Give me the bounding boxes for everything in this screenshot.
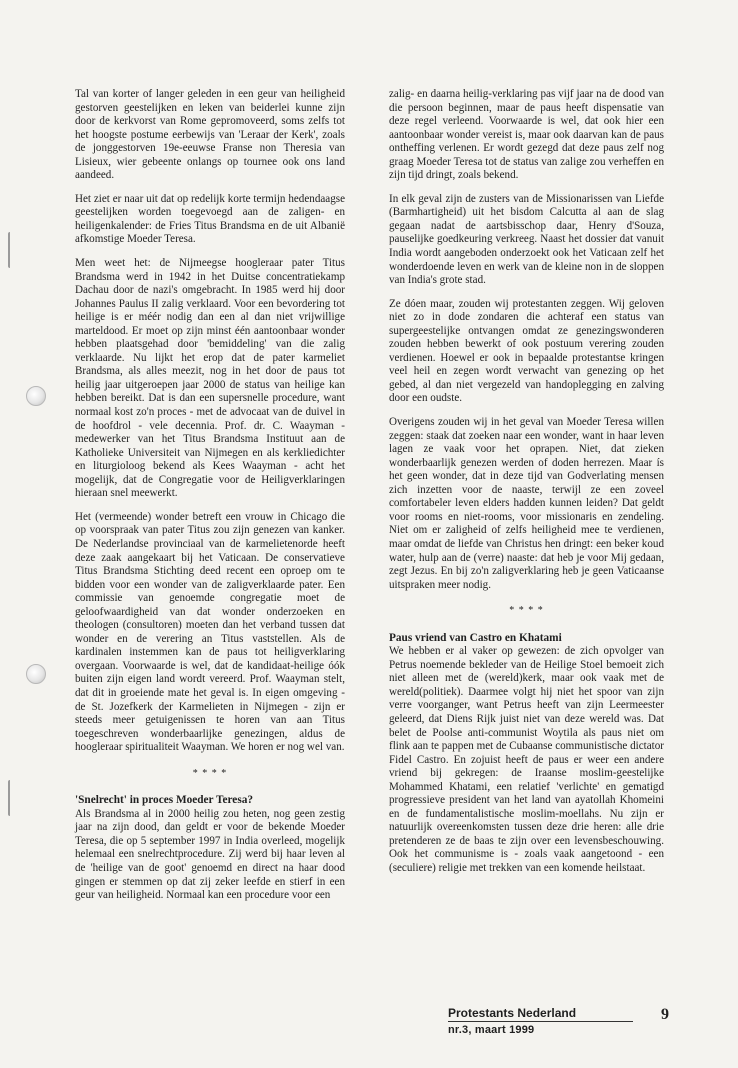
left-column — [75, 88, 345, 903]
section-separator: * * * * — [192, 767, 228, 779]
section-heading: 'Snelrecht' in proces Moeder Teresa? — [75, 794, 254, 807]
paragraph: Ze dóen maar, zouden wij protestanten zeggen. Wij geloven niet zo in dode zondaren die achteraf een status van supergeestelijke ontvangen omdat ze genezingswonderen zouden hebben bewerkt of ook postuum verering zouden verdienen. Hoewel er ook in bepaalde protestantse kringen veel heil en zegen wordt verwacht van genezing op het gebed, al dan niet vergezeld van handoplegging en zalving door een oudste. — [389, 297, 664, 405]
paragraph: zalig- en daarna heilig-verklaring pas vijf jaar na de dood van die persoon beginnen, maar de paus heeft dispensatie van deze regel verleend. Voorwaarde is wel, dat ook hier een aantoonbaar wonder vereist is, maar ook daarvan kan de paus ontheffing verlenen. Er wordt gezegd dat deze paus zelf nog graag Moeder Teresa tot de status van zalige zou verheffen en zijn tijd dringt, zoals bekend. — [389, 88, 664, 182]
paragraph: Tal van korter of langer geleden in een geur van heiligheid gestorven geestelijken en leken van beiderlei kunne zijn door de kerkvorst van Rome gepromoveerd, soms zelfs tot het hoogste postume eerbewijs van 'Leraar der Kerk', zoals de jonggestorven 19e-eeuwse Franse non Theresia van Lisieux, wier gebeente onlangs op tournee ook ons land aandeed. — [75, 88, 345, 182]
margin-mark-top — [8, 232, 13, 268]
paragraph: In elk geval zijn de zusters van de Missionarissen van Liefde (Barmhartigheid) uit het bisdom Calcutta al aan de slag gegaan nadat de aartsbisschop daar, Henry d'Souza, pauselijke goedkeuring verkreeg. Naast het dossier dat vanuit India wordt aangeboden onderzoekt ook het Vaticaan zelf het wonderdoende leven en werk van de kleine non in de sloppen van India's grote stad. — [389, 192, 664, 287]
binder-hole-bottom — [26, 664, 46, 684]
page-footer — [448, 1006, 633, 1036]
paragraph: We hebben er al vaker op gewezen: de zich opvolger van Petrus noemende bekleder van de Heilige Stoel bemoeit zich niet alleen met de (wereld)kerk, maar ook vaak met de wereld(politiek). Daarmee volgt hij niet het spoor van zijn verre voorganger, want Petrus heeft van zijn Leermeester geleerd, dat Diens Rijk juist niet van deze wereld was. Dat belet de Poolse anti-communist Woytila als paus niet om flink aan te pappen met de Cubaanse communistische dictator Fidel Castro. En zojuist heeft de paus er weer een andere vriend bij gekregen: de Iraanse moslim-geestelijke Mohammed Khatami, een relatief 'verlichte' en gematigd progressieve president van het land van ayatollah Khomeini en de fundamentalistische moslim-moellahs. Nu zijn er natuurlijk overeenkomsten tussen deze drie heren: alle drie pretenderen ze de baas te zijn over een levensbeschouwing. Ook het communisme is - zoals vaak aangetoond - een (seculiere) religie met trekken van een komende heilstaat. — [389, 645, 664, 874]
paragraph: Overigens zouden wij in het geval van Moeder Teresa willen zeggen: staak dat zoeken naar een wonder, want in haar leven lagen ze vaak voor het oprapen. Niet, dat zieken wonderbaarlijk genezen werden of doden herrezen. Maar ís het geen wonder, dat in deze tijd van Godverlating mensen zich inzetten voor de naaste, terwijl ze een zoveel comfortabeler leven elders hadden kunnen leiden? Dat geldt voor rooms en niet-rooms, voor missionaris en zendeling. Niet om er zaligheid of zelfs heiligheid mee te verdienen, maar omdat de liefde van Christus hen dringt: een beker koud water, hulp aan de (verre) naaste: dat heb je voor Mij gedaan, zegt Jezus. En bij zo'n zaligverklaring heb je geen Vaticaanse uitspraken meer nodig. — [389, 416, 664, 591]
issue-number: nr.3, maart 1999 — [448, 1024, 535, 1036]
section-separator: * * * * — [509, 605, 544, 617]
margin-mark-bottom — [8, 780, 13, 816]
right-column — [389, 88, 664, 876]
binder-hole-top — [26, 386, 46, 406]
paragraph: Het (vermeende) wonder betreft een vrouw in Chicago die op voorspraak van pater Titus zou zijn genezen van kanker. De Nederlandse provinciaal van de karmelietenorde heeft deze zaak aangekaart bij het Vaticaan. De conservatieve Titus Brandsma Stichting deed recent een oproep om te bidden voor een wonder van de zaligverklaarde pater. Een commissie van genoemde congregatie moet de geloofwaardigheid van dat wonder onderzoeken en theologen (consultoren) moeten dan het verband tussen dat wonder en de verering an Titus vaststellen. Als de kardinalen instemmen kan de paus tot heiligverklaring overgaan. Voorwaarde is wel, dat de kandidaat-heilige óók buiten zijn eigen land wordt vereerd. Prof. Waayman stelt, dat dit in groeiende mate het geval is. In eigen omgeving - de St. Jozefkerk der Karmelieten in Nijmegen - zijn er steeds meer getuigenissen te horen van aan Titus toegeschreven wonderbaarlijke genezingen, aldus de hoogleraar spiritualiteit Waayman. We horen er nog wel van. — [75, 510, 345, 754]
paragraph: Als Brandsma al in 2000 heilig zou heten, nog geen zestig jaar na zijn dood, dan geldt er voor de bekende Moeder Teresa, die op 5 september 1997 in India overleed, mogelijk helemaal een snelrechtprocedure. Zij werd bij haar leven al de 'heilige van de goot' genoemd en direct na haar dood gingen er stemmen op dat zij zeker leefde en stierf in een geur van heiligheid. Normaal kan een procedure voor een — [75, 807, 345, 902]
section-heading: Paus vriend van Castro en Khatami — [389, 631, 562, 644]
page-number: 9 — [661, 1006, 669, 1023]
publication-name: Protestants Nederland — [448, 1006, 633, 1022]
paragraph: Men weet het: de Nijmeegse hoogleraar pater Titus Brandsma werd in 1942 in het Duitse concentratiekamp Dachau door de nazi's omgebracht. In 1985 werd hij door Johannes Paulus II zalig verklaard. Voor een bevordering tot heilige is er méér nodig dan een al dan niet vrijwillige marteldood. Er moet op zijn minst één aantoonbaar wonder hebben plaatsgehad door 'bemiddeling' van die zalig verklaarde. Nu lijkt het erop dat de pater karmeliet Brandsma, als alles meezit, nog in het door de paus tot heilig jaar uitgeroepen jaar 2000 de status van heilige kan hebben bereikt. Dat is dan een supersnelle procedure, want normaal kost zo'n proces - met de advocaat van de duivel in de hoofdrol - vele decennia. Prof. dr. C. Waayman - medewerker van het Titus Brandsma Instituut aan de Katholieke Universiteit van Nijmegen en als kerkliedichter en liturgioloog bekend als Kees Waayman - acht het mogelijk, dat de Congregatie voor de Heiligverklaringen hieraan snel meewerkt. — [75, 257, 345, 500]
paragraph: Het ziet er naar uit dat op redelijk korte termijn hedendaagse geestelijken worden toegevoegd aan de zaligen- en heiligenkalender: de Fries Titus Brandsma en de uit Albanië afkomstige Moeder Teresa. — [75, 192, 345, 246]
